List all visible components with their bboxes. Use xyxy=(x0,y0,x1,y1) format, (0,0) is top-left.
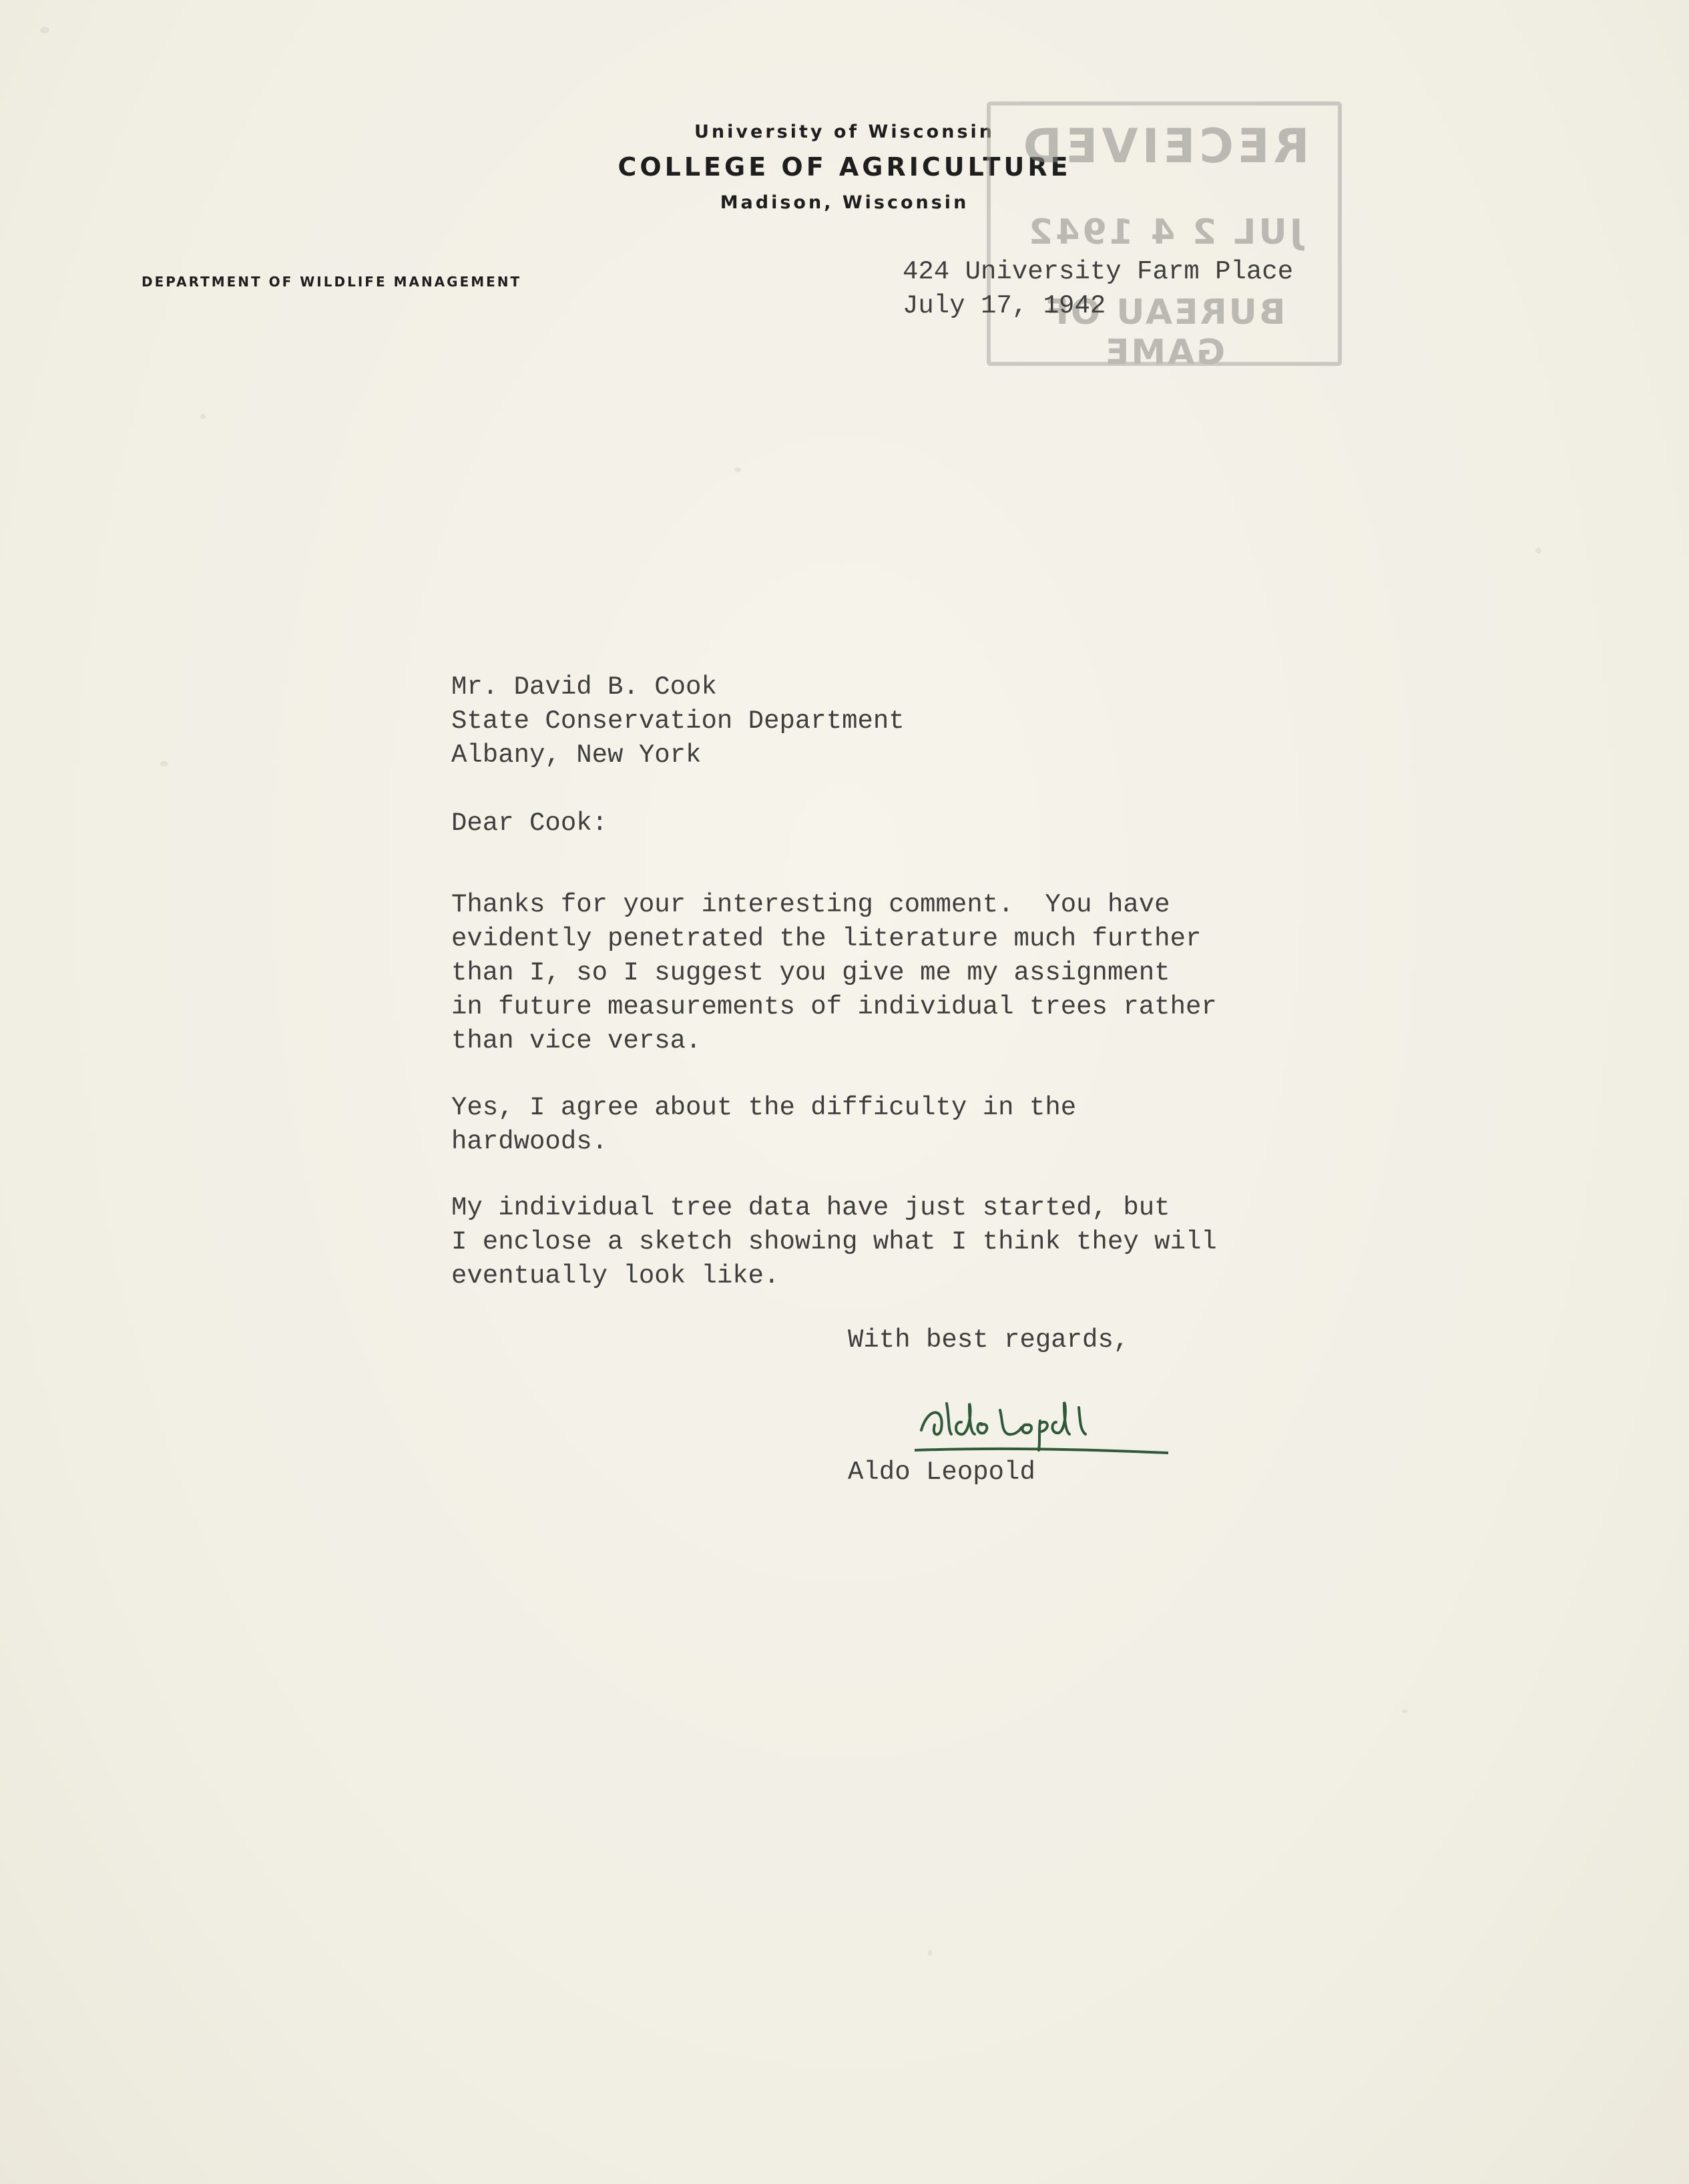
body-line: hardwoods. xyxy=(451,1127,608,1156)
body-line: I enclose a sketch showing what I think they will xyxy=(451,1227,1217,1257)
body-line: in future measurements of individual trees rather xyxy=(451,992,1217,1022)
letterhead-college: COLLEGE OF AGRICULTURE xyxy=(618,152,1071,182)
body-line: evidently penetrated the literature much further xyxy=(451,924,1202,953)
letter-date: July 17, 1942 xyxy=(903,291,1106,320)
salutation: Dear Cook: xyxy=(451,809,608,838)
letterhead-city: Madison, Wisconsin xyxy=(720,192,969,213)
recipient-name: Mr. David B. Cook xyxy=(451,672,717,702)
letterhead-university: University of Wisconsin xyxy=(694,122,995,142)
body-line: eventually look like. xyxy=(451,1261,780,1291)
recipient-org: State Conservation Department xyxy=(451,706,905,736)
received-stamp xyxy=(987,101,1342,373)
sender-address-block xyxy=(903,255,1293,323)
body-paragraph-3 xyxy=(451,1191,1217,1293)
body-line: Yes, I agree about the difficulty in the xyxy=(451,1093,1077,1122)
body-line: than vice versa. xyxy=(451,1026,702,1056)
recipient-block xyxy=(451,670,905,773)
stamp-bureau-text: BUREAU OF GAME xyxy=(1043,292,1286,373)
sender-street: 424 University Farm Place xyxy=(903,257,1294,286)
body-line: than I, so I suggest you give me my assignment xyxy=(451,958,1170,988)
closing: With best regards, xyxy=(848,1325,1130,1355)
recipient-city: Albany, New York xyxy=(451,740,702,770)
typed-signer-name: Aldo Leopold xyxy=(848,1458,1035,1487)
body-paragraph-1 xyxy=(451,888,1217,1058)
stamp-date-text: JUL 2 4 1942 xyxy=(1025,212,1303,252)
body-line: Thanks for your interesting comment. You have xyxy=(451,890,1170,919)
letterhead-department: DEPARTMENT OF WILDLIFE MANAGEMENT xyxy=(142,274,522,290)
body-line: My individual tree data have just started, but xyxy=(451,1193,1170,1223)
body-paragraph-2 xyxy=(451,1091,1076,1159)
handwritten-signature xyxy=(915,1383,1168,1457)
stamp-received-text: RECEIVED xyxy=(1019,119,1310,174)
